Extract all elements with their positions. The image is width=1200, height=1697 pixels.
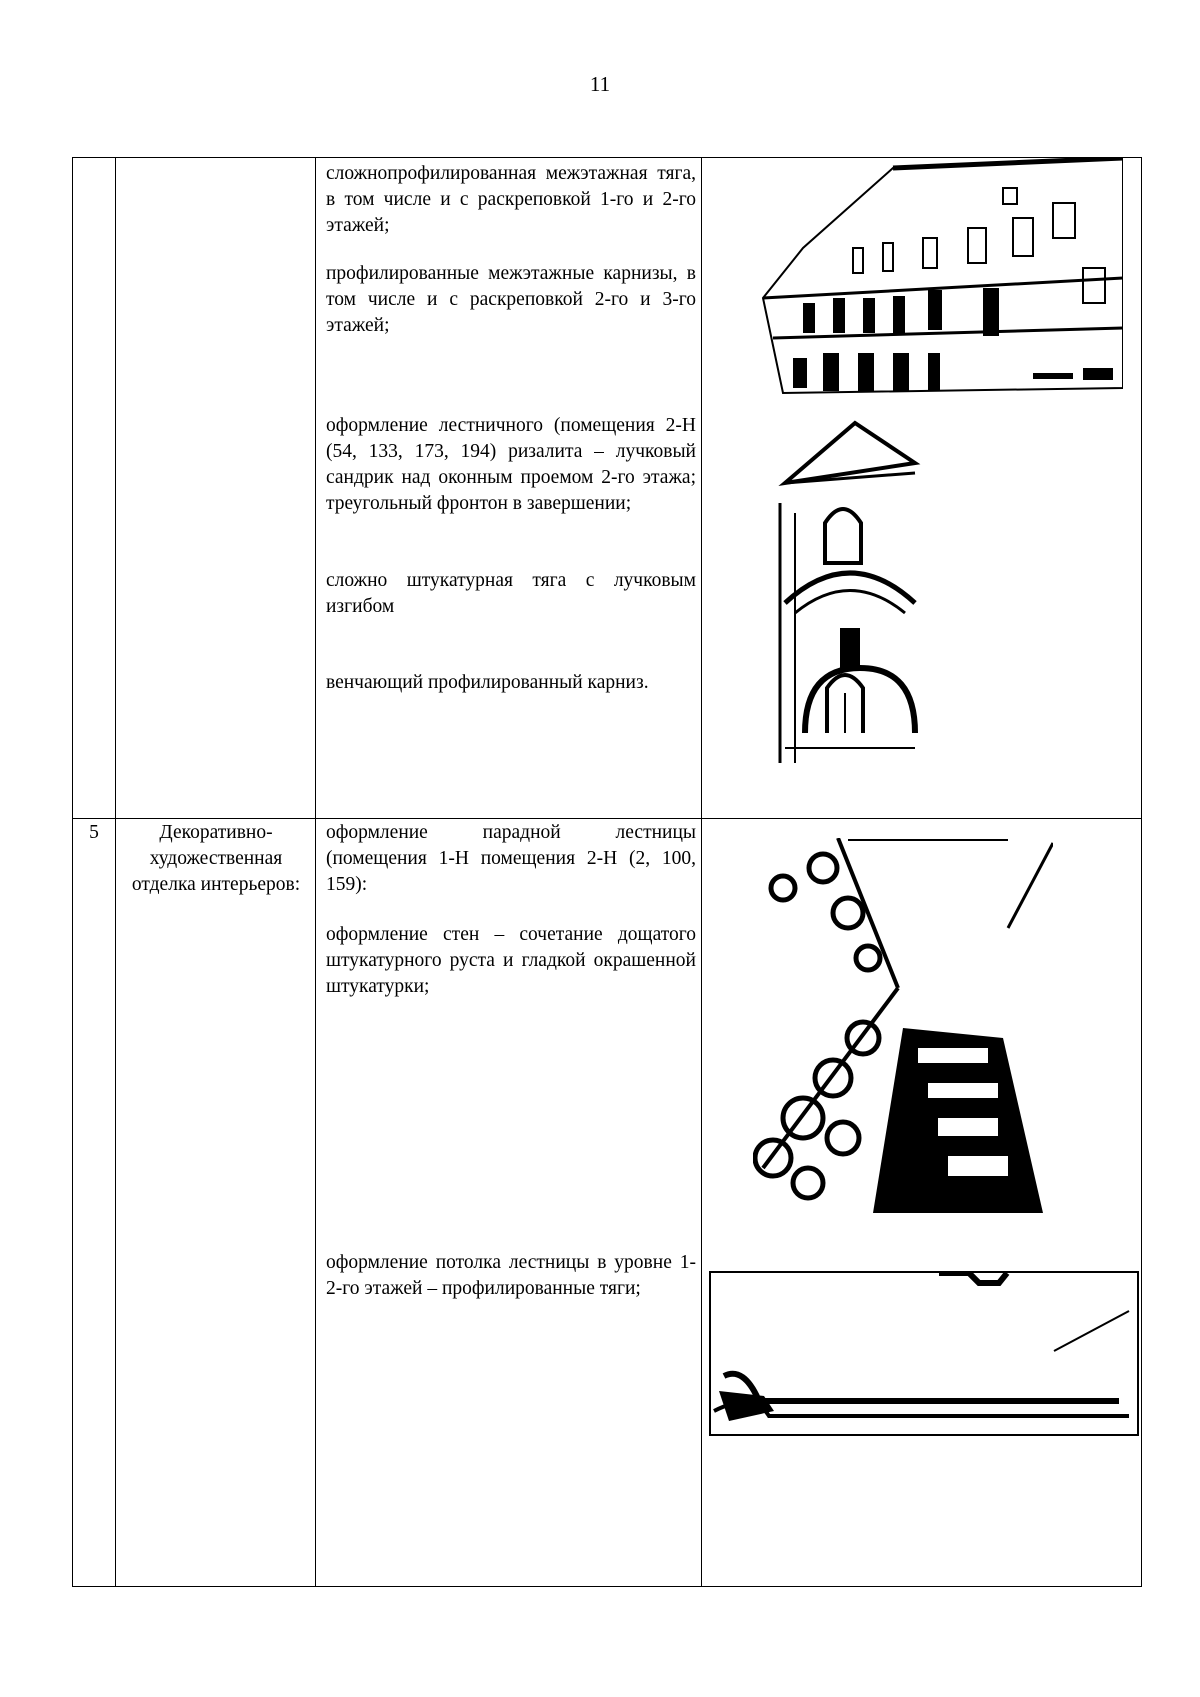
column-divider xyxy=(315,158,316,1586)
document-table xyxy=(72,157,1142,1587)
risalit-photo xyxy=(775,403,925,763)
column-divider xyxy=(115,158,116,1586)
table-cell-text: оформление лестничного (помещения 2-Н (54, 133, 173, 194) ризалита – лучковый сандрик над оконным проемом 2-го этажа; треугольный фронтон в завершении; xyxy=(326,415,696,514)
table-cell-text: венчающий профилированный карниз. xyxy=(326,672,649,693)
column-divider xyxy=(701,158,702,1586)
facade-photo xyxy=(743,158,1123,408)
table-cell-text: сложнопрофилированная межэтажная тяга, в том числе и с раскреповкой 1-го и 2-го этажей; xyxy=(326,163,696,236)
table-cell-text: оформление парадной лестницы (помещения 1-Н помещения 2-Н (2, 100, 159): xyxy=(326,822,696,895)
table-cell-text: сложно штукатурная тяга с лучковым изгибом xyxy=(326,570,696,617)
table-cell-text: оформление потолка лестницы в уровне 1-2-го этажей – профилированные тяги; xyxy=(326,1252,696,1299)
staircase-photo xyxy=(753,838,1053,1218)
row-divider xyxy=(73,818,1141,819)
ceiling-photo xyxy=(709,1271,1139,1436)
table-cell-text: профилированные межэтажные карнизы, в том числе и с раскреповкой 2-го и 3-го этажей; xyxy=(326,263,696,336)
row-number: 5 xyxy=(89,822,99,843)
page-number: 11 xyxy=(589,72,611,96)
row-title: Декоративно-художественная отделка интерьеров: xyxy=(131,822,301,895)
table-cell-text: оформление стен – сочетание дощатого штукатурного руста и гладкой окрашенной штукатурки; xyxy=(326,924,696,997)
